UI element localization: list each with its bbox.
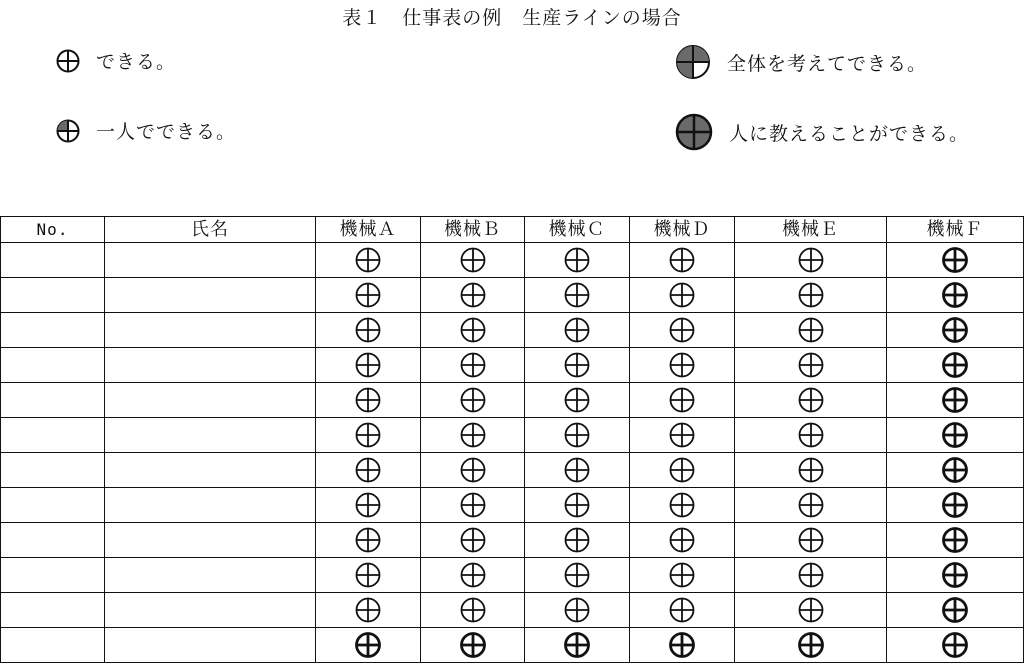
header-machine-b: 機械Ｂ [421,217,525,243]
table-row [1,383,1024,418]
circle-cross-icon [630,282,734,308]
cell-no [1,593,105,628]
circle-cross-bold-icon [887,422,1023,448]
cell-machine-f [887,628,1024,663]
cell-machine-d [630,313,735,348]
legend-label-level3: 全体を考えてできる。 [727,52,928,75]
cell-machine-b [421,278,525,313]
cell-no [1,558,105,593]
circle-cross-icon [316,387,420,413]
cell-no [1,383,105,418]
legend-item-level3 [675,44,927,80]
circle-cross-bold-icon [887,352,1023,378]
cell-machine-a [316,558,421,593]
cell-machine-f [887,383,1024,418]
circle-cross-icon [735,492,886,518]
circle-cross-icon [525,387,629,413]
legend-label-level1: できる。 [96,51,177,73]
cell-machine-b [421,418,525,453]
circle-cross-icon [735,562,886,588]
cell-machine-f [887,593,1024,628]
circle-cross-icon [630,387,734,413]
cell-machine-d [630,383,735,418]
cell-machine-f [887,523,1024,558]
circle-cross-icon [316,282,420,308]
cell-machine-d [630,628,735,663]
cell-machine-e [735,243,887,278]
cell-machine-c [525,313,630,348]
circle-cross-icon [525,562,629,588]
cell-machine-c [525,348,630,383]
cell-machine-c [525,243,630,278]
circle-cross-bold-icon [316,632,420,658]
circle-cross-icon [525,422,629,448]
circle-cross-icon [316,422,420,448]
cell-machine-e [735,488,887,523]
circle-cross-icon [316,352,420,378]
cell-machine-d [630,278,735,313]
cell-machine-c [525,558,630,593]
cell-machine-c [525,488,630,523]
cell-machine-e [735,558,887,593]
circle-cross-icon [525,492,629,518]
cell-machine-c [525,593,630,628]
cell-machine-b [421,383,525,418]
cell-no [1,313,105,348]
circle-cross-bold-icon [887,597,1023,623]
cell-no [1,488,105,523]
circle-cross-icon [525,597,629,623]
circle-cross-icon [735,527,886,553]
cell-machine-a [316,593,421,628]
table-row [1,593,1024,628]
cell-machine-b [421,523,525,558]
cell-machine-d [630,418,735,453]
table-row [1,418,1024,453]
circle-cross-bold-icon [735,632,886,658]
circle-cross-bold-icon [887,387,1023,413]
circle-cross-level-4-icon [675,113,713,151]
cell-machine-b [421,453,525,488]
circle-cross-bold-icon [630,632,734,658]
cell-machine-a [316,488,421,523]
circle-cross-icon [525,317,629,343]
cell-machine-b [421,243,525,278]
circle-cross-icon [421,527,524,553]
cell-name [105,523,316,558]
circle-cross-icon [316,492,420,518]
circle-cross-bold-icon [887,527,1023,553]
cell-machine-a [316,628,421,663]
cell-machine-e [735,593,887,628]
circle-cross-icon [525,247,629,273]
cell-machine-a [316,418,421,453]
cell-machine-e [735,418,887,453]
cell-machine-f [887,418,1024,453]
cell-machine-c [525,523,630,558]
cell-machine-c [525,628,630,663]
page-title: 表１ 仕事表の例 生産ラインの場合 [342,7,682,29]
cell-machine-a [316,313,421,348]
circle-cross-bold-icon [887,282,1023,308]
circle-cross-icon [525,457,629,483]
cell-machine-d [630,348,735,383]
cell-machine-e [735,278,887,313]
table-row [1,453,1024,488]
header-machine-f: 機械Ｆ [887,217,1024,243]
circle-cross-icon [421,317,524,343]
cell-no [1,453,105,488]
skill-matrix-table [0,216,1024,663]
legend-item-level1 [56,47,176,74]
circle-cross-icon [735,352,886,378]
cell-machine-e [735,348,887,383]
circle-cross-icon [421,457,524,483]
table-row [1,348,1024,383]
table-row [1,558,1024,593]
circle-cross-icon [525,282,629,308]
circle-cross-icon [316,247,420,273]
cell-no [1,278,105,313]
cell-machine-c [525,453,630,488]
circle-cross-icon [735,457,886,483]
circle-cross-icon [421,247,524,273]
cell-machine-b [421,313,525,348]
cell-no [1,523,105,558]
circle-cross-icon [421,387,524,413]
cell-name [105,278,316,313]
circle-cross-icon [630,247,734,273]
circle-cross-icon [630,317,734,343]
table-row [1,628,1024,663]
cell-name [105,383,316,418]
circle-cross-icon [316,457,420,483]
table-row [1,243,1024,278]
circle-cross-bold-icon [887,492,1023,518]
cell-machine-f [887,348,1024,383]
circle-cross-icon [316,562,420,588]
cell-machine-b [421,628,525,663]
legend-label-level2: 一人でできる。 [96,121,237,143]
circle-cross-icon [421,597,524,623]
cell-machine-e [735,453,887,488]
circle-cross-icon [630,492,734,518]
cell-machine-e [735,313,887,348]
cell-machine-f [887,313,1024,348]
cell-machine-b [421,348,525,383]
cell-name [105,628,316,663]
header-no: No. [1,217,105,243]
circle-cross-bold-icon [887,317,1023,343]
cell-machine-b [421,558,525,593]
cell-name [105,348,316,383]
cell-machine-e [735,523,887,558]
cell-machine-c [525,383,630,418]
table-row [1,313,1024,348]
cell-machine-f [887,278,1024,313]
circle-cross-icon [630,597,734,623]
cell-machine-b [421,593,525,628]
cell-machine-a [316,383,421,418]
circle-cross-icon [421,562,524,588]
circle-cross-level-1-icon [56,49,80,73]
circle-cross-icon [316,527,420,553]
circle-cross-icon [421,282,524,308]
circle-cross-icon [630,422,734,448]
legend-item-level4 [675,113,969,151]
cell-machine-f [887,453,1024,488]
header-machine-c: 機械Ｃ [525,217,630,243]
circle-cross-level-3-icon [675,44,711,80]
table-body [1,243,1024,663]
header-machine-e: 機械Ｅ [735,217,887,243]
cell-machine-e [735,383,887,418]
cell-machine-a [316,348,421,383]
header-machine-d: 機械Ｄ [630,217,735,243]
circle-cross-icon [735,422,886,448]
cell-machine-a [316,243,421,278]
cell-machine-d [630,523,735,558]
circle-cross-icon [630,352,734,378]
cell-no [1,418,105,453]
cell-machine-a [316,278,421,313]
cell-machine-f [887,558,1024,593]
circle-cross-icon [421,352,524,378]
circle-cross-icon [421,492,524,518]
cell-name [105,418,316,453]
circle-cross-bold-icon [421,632,524,658]
circle-cross-bold-icon [887,632,1023,658]
circle-cross-icon [316,317,420,343]
cell-machine-d [630,453,735,488]
circle-cross-icon [735,317,886,343]
cell-name [105,243,316,278]
circle-cross-icon [735,282,886,308]
circle-cross-icon [421,422,524,448]
circle-cross-icon [630,457,734,483]
cell-name [105,558,316,593]
cell-no [1,243,105,278]
circle-cross-level-2-icon [56,119,80,143]
circle-cross-bold-icon [887,562,1023,588]
table-header-row [1,217,1024,243]
cell-no [1,348,105,383]
cell-machine-f [887,488,1024,523]
cell-no [1,628,105,663]
circle-cross-icon [630,527,734,553]
header-machine-a: 機械Ａ [316,217,421,243]
cell-machine-d [630,593,735,628]
cell-name [105,488,316,523]
circle-cross-icon [525,527,629,553]
cell-machine-a [316,523,421,558]
cell-machine-c [525,278,630,313]
circle-cross-bold-icon [887,247,1023,273]
table-row [1,278,1024,313]
legend-label-level4: 人に教えることができる。 [729,122,970,145]
cell-name [105,453,316,488]
table-row [1,523,1024,558]
circle-cross-bold-icon [525,632,629,658]
circle-cross-icon [525,352,629,378]
circle-cross-icon [735,597,886,623]
cell-machine-d [630,243,735,278]
cell-machine-d [630,488,735,523]
circle-cross-icon [735,247,886,273]
cell-machine-e [735,628,887,663]
cell-machine-f [887,243,1024,278]
cell-machine-a [316,453,421,488]
circle-cross-icon [630,562,734,588]
circle-cross-bold-icon [887,457,1023,483]
table-row [1,488,1024,523]
cell-name [105,593,316,628]
circle-cross-icon [735,387,886,413]
legend-item-level2 [56,117,236,144]
cell-machine-c [525,418,630,453]
cell-machine-b [421,488,525,523]
circle-cross-icon [316,597,420,623]
header-name: 氏名 [105,217,316,243]
cell-machine-d [630,558,735,593]
cell-name [105,313,316,348]
